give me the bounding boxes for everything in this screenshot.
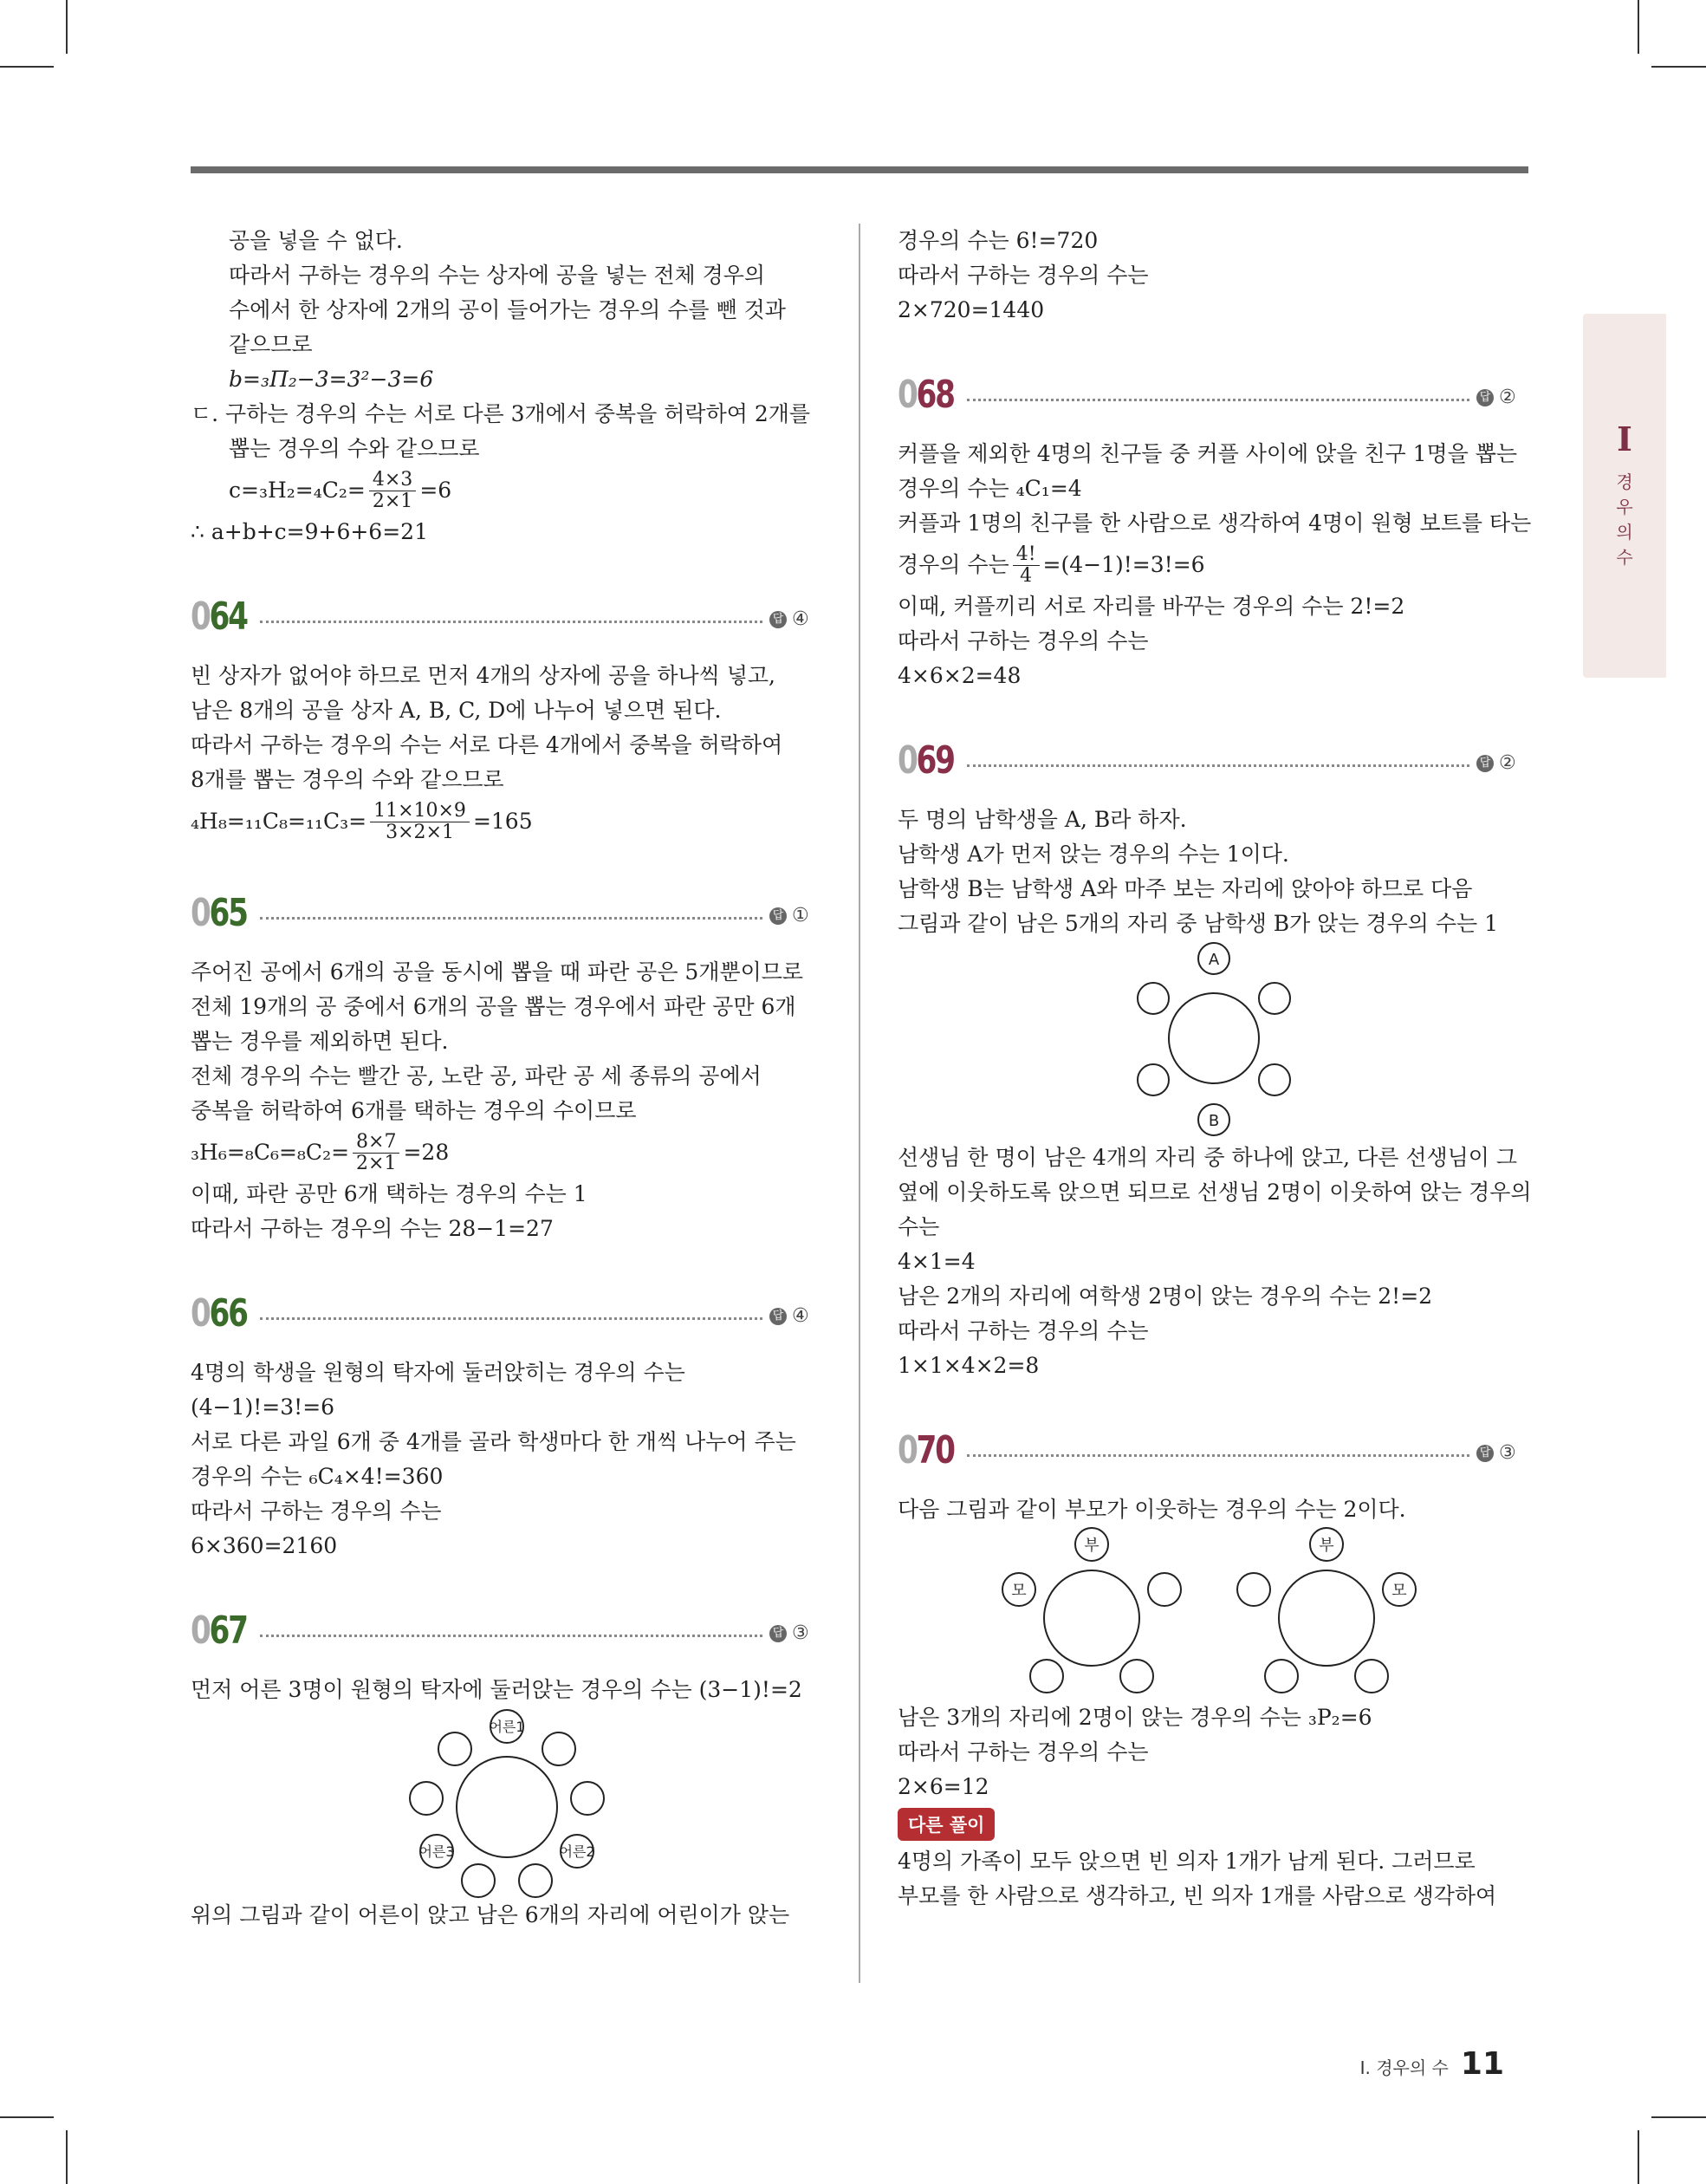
crop-mark (1638, 0, 1639, 54)
crop-mark (1651, 66, 1706, 68)
answer-mark (1476, 387, 1516, 408)
right-column (898, 224, 1530, 1914)
answer-mark (1476, 752, 1516, 774)
fraction-denominator: 2×1 (372, 490, 413, 512)
answer-icon: 답 (769, 1308, 787, 1325)
fraction-numerator: 4×3 (369, 470, 416, 491)
text-line: 그림과 같이 남은 5개의 자리 중 남학생 B가 앉는 경우의 수는 1 (898, 911, 1499, 936)
text-line: 따라서 구하는 경우의 수는 서로 다른 4개에서 중복을 허락하여 (191, 732, 783, 757)
text-line: 4명의 학생을 원형의 탁자에 둘러앉히는 경우의 수는 (191, 1360, 685, 1385)
seat (1259, 1064, 1290, 1095)
text-line: 주어진 공에서 6개의 공을 동시에 뽑을 때 파란 공은 5개뿐이므로 (191, 959, 804, 985)
text-line: 전체 경우의 수는 빨간 공, 노란 공, 파란 공 세 종류의 공에서 (191, 1063, 762, 1089)
alt-solution-row (898, 1804, 1530, 1844)
answer-mark (769, 1305, 809, 1327)
chapter-title-char: 수 (1616, 547, 1633, 568)
round-table (457, 1757, 557, 1857)
seat-label: A (1208, 951, 1220, 969)
crop-mark (0, 66, 54, 68)
dotted-leader (260, 1635, 762, 1637)
text-line: 2×6=12 (898, 1774, 989, 1799)
dotted-leader (967, 1454, 1469, 1457)
text-line: 남은 3개의 자리에 2명이 앉는 경우의 수는 ₃P₂=6 (898, 1705, 1372, 1730)
fraction-denominator: 2×1 (356, 1152, 397, 1174)
question-number-digits: 68 (916, 373, 954, 417)
answer-icon: 답 (1476, 389, 1494, 406)
final-result: ∴ a+b+c=9+6+6=21 (191, 519, 428, 544)
text-line: 남학생 B는 남학생 A와 마주 보는 자리에 앉아야 하므로 다음 (898, 876, 1473, 901)
seat-label: 어른3 (418, 1843, 455, 1860)
seat (1148, 1573, 1181, 1606)
text-line: 선생님 한 명이 남은 4개의 자리 중 하나에 앉고, 다른 선생님이 그 (898, 1145, 1518, 1170)
seat (1265, 1660, 1298, 1693)
seat-label: 모 (1391, 1582, 1407, 1600)
chapter-title-char: 의 (1616, 522, 1633, 543)
answer-mark (1476, 1442, 1516, 1464)
equation-c (191, 466, 823, 515)
text-line: 1×1×4×2=8 (898, 1353, 1040, 1378)
question-number: 070 (898, 1428, 954, 1472)
fraction-numerator: 8×7 (353, 1132, 399, 1154)
text-line: 6×360=2160 (191, 1533, 338, 1558)
question-header-067 (191, 1603, 823, 1664)
seat-label: B (1208, 1112, 1220, 1130)
answer-mark (769, 905, 809, 926)
answer-value: ④ (792, 1305, 809, 1327)
seating-diagram-070 (898, 1527, 1530, 1700)
seat-label: 모 (1011, 1582, 1027, 1600)
seat (1259, 983, 1290, 1014)
crop-mark (0, 2116, 54, 2118)
seat-label: 부 (1319, 1537, 1334, 1555)
text-line: 커플과 1명의 친구를 한 사람으로 생각하여 4명이 원형 보트를 타는 (898, 510, 1532, 536)
eq-lhs: ₃H₆=₈C₆=₈C₂= (191, 1140, 350, 1165)
seat-label: 부 (1084, 1537, 1099, 1555)
question-number: 066 (191, 1291, 247, 1336)
dotted-leader (260, 917, 762, 920)
text-line: 2×720=1440 (898, 297, 1045, 322)
equation (898, 541, 1530, 589)
answer-icon: 답 (769, 907, 787, 925)
seating-diagram-067 (191, 1707, 823, 1898)
eq-lhs: ₄H₈=₁₁C₈=₁₁C₃= (191, 809, 367, 834)
text-line: 따라서 구하는 경우의 수는 상자에 공을 넣는 전체 경우의 (229, 263, 766, 288)
text-line: 이때, 파란 공만 6개 택하는 경우의 수는 1 (191, 1181, 587, 1206)
equation-b: b=₃Π₂−3=3²−3=6 (229, 367, 434, 392)
question-header-069 (898, 733, 1530, 794)
round-table (1279, 1570, 1374, 1666)
question-header-064 (191, 589, 823, 650)
text-line: 빈 상자가 없어야 하므로 먼저 4개의 상자에 공을 하나씩 넣고, (191, 663, 775, 688)
text-line: 두 명의 남학생을 A, B라 하자. (898, 807, 1187, 832)
text-line: 커플을 제외한 4명의 친구들 중 커플 사이에 앉을 친구 1명을 뽑는 (898, 441, 1518, 466)
round-table (1044, 1570, 1139, 1666)
question-header-068 (898, 367, 1530, 428)
text-line: 같으므로 (229, 332, 313, 357)
text-line: 부모를 한 사람으로 생각하고, 빈 의자 1개를 사람으로 생각하여 (898, 1883, 1497, 1908)
eq-lhs: c=₃H₂=₄C₂= (229, 478, 366, 503)
chapter-numeral: I (1617, 419, 1632, 458)
seat (1355, 1660, 1388, 1693)
eq-rhs: =28 (403, 1140, 450, 1165)
footer-section: Ⅰ. 경우의 수 (1359, 2057, 1449, 2078)
crop-mark (1651, 2116, 1706, 2118)
text-line: 4×6×2=48 (898, 663, 1022, 688)
equation (191, 1128, 823, 1177)
seat-label: 어른1 (489, 1719, 525, 1735)
seat (542, 1732, 575, 1765)
fraction (353, 1132, 399, 1174)
dotted-leader (260, 621, 762, 623)
crop-mark (1638, 2130, 1639, 2184)
header-rule (191, 166, 1528, 173)
text-line: 옆에 이웃하도록 앉으면 되므로 선생님 2명이 이웃하여 앉는 경우의 (898, 1180, 1532, 1205)
text-line: 위의 그림과 같이 어른이 앉고 남은 6개의 자리에 어린이가 앉는 (191, 1902, 790, 1927)
chapter-title (1583, 470, 1666, 570)
crop-mark (66, 0, 68, 54)
chapter-title-vertical (1583, 470, 1666, 570)
text-line: 4×1=4 (898, 1249, 976, 1274)
page-footer (1360, 2046, 1504, 2082)
text-line: 경우의 수는 ₆C₄×4!=360 (191, 1464, 444, 1489)
question-number: 069 (898, 738, 954, 783)
text-line: 4명의 가족이 모두 앉으면 빈 의자 1개가 남게 된다. 그러므로 (898, 1849, 1476, 1874)
text-line: 따라서 구하는 경우의 수는 (191, 1498, 442, 1524)
question-number: 064 (191, 595, 247, 639)
question-header-066 (191, 1286, 823, 1347)
round-table (1169, 993, 1259, 1083)
page-number: 11 (1460, 2046, 1504, 2082)
question-number: 068 (898, 373, 954, 417)
seat (519, 1864, 552, 1897)
answer-icon: 답 (1476, 755, 1494, 772)
answer-value: ③ (792, 1622, 809, 1644)
answer-value: ② (1499, 387, 1516, 408)
text-line: 따라서 구하는 경우의 수는 28−1=27 (191, 1216, 554, 1241)
seat (438, 1732, 471, 1765)
text-line: 따라서 구하는 경우의 수는 (898, 263, 1149, 288)
question-header-065 (191, 886, 823, 946)
text-line: 따라서 구하는 경우의 수는 (898, 1318, 1149, 1343)
text-line: 뽑는 경우를 제외하면 된다. (191, 1029, 449, 1054)
seat (571, 1782, 604, 1815)
text-line: 전체 19개의 공 중에서 6개의 공을 뽑는 경우에서 파란 공만 6개 (191, 994, 796, 1019)
answer-value: ③ (1499, 1442, 1516, 1464)
fraction (369, 470, 416, 512)
eq-rhs: =165 (472, 809, 533, 834)
chapter-title-char: 우 (1616, 497, 1633, 517)
text-line: 남은 8개의 공을 상자 A, B, C, D에 나누어 넣으면 된다. (191, 698, 722, 723)
text-line: ㄷ. 구하는 경우의 수는 서로 다른 3개에서 중복을 허락하여 2개를 (191, 401, 811, 426)
question-header-070 (898, 1423, 1530, 1484)
seating-diagram-069 (898, 941, 1530, 1141)
chapter-side-tab (1583, 314, 1666, 678)
crop-mark (66, 2130, 68, 2184)
text-line: 경우의 수는 ₄C₁=4 (898, 476, 1082, 501)
question-number: 065 (191, 891, 247, 935)
text-line: 따라서 구하는 경우의 수는 (898, 628, 1149, 653)
left-column (191, 224, 823, 1933)
fraction-denominator: 4 (1020, 564, 1033, 587)
question-number-digits: 69 (916, 738, 954, 783)
text-line: 8개를 뽑는 경우의 수와 같으므로 (191, 767, 504, 792)
answer-icon: 답 (1476, 1445, 1494, 1462)
text-line: 먼저 어른 3명이 원형의 탁자에 둘러앉는 경우의 수는 (3−1)!=2 (191, 1677, 802, 1702)
answer-icon: 답 (769, 1625, 787, 1642)
answer-value: ④ (792, 608, 809, 630)
question-number-digits: 66 (209, 1291, 247, 1336)
text-line: 중복을 허락하여 6개를 택하는 경우의 수이므로 (191, 1098, 637, 1123)
seat (1237, 1573, 1270, 1606)
text-line: 뽑는 경우의 수와 같으므로 (229, 436, 480, 461)
answer-value: ② (1499, 752, 1516, 774)
equation (191, 797, 823, 846)
question-number-digits: 65 (209, 891, 247, 935)
fraction-numerator: 11×10×9 (370, 801, 470, 822)
answer-mark (769, 608, 809, 630)
question-number-digits: 67 (209, 1609, 247, 1653)
text-line: 남은 2개의 자리에 여학생 2명이 앉는 경우의 수는 2!=2 (898, 1284, 1433, 1309)
question-number-digits: 64 (209, 595, 247, 639)
question-number: 067 (191, 1609, 247, 1653)
fraction-denominator: 3×2×1 (386, 821, 454, 843)
seat (1030, 1660, 1063, 1693)
seat-label: 어른2 (559, 1843, 595, 1860)
text-line: 따라서 구하는 경우의 수는 (898, 1739, 1149, 1765)
seat (1138, 983, 1169, 1014)
answer-value: ① (792, 905, 809, 926)
eq-lhs: 경우의 수는 (898, 552, 1009, 577)
seat (410, 1782, 443, 1815)
text-line: 이때, 커플끼리 서로 자리를 바꾸는 경우의 수는 2!=2 (898, 594, 1405, 619)
chapter-title-char: 경 (1616, 471, 1633, 492)
text-line: 남학생 A가 먼저 앉는 경우의 수는 1이다. (898, 842, 1289, 867)
fraction (370, 801, 470, 843)
answer-mark (769, 1622, 809, 1644)
dotted-leader (967, 399, 1469, 401)
dotted-leader (967, 764, 1469, 767)
text-line: (4−1)!=3!=6 (191, 1394, 335, 1420)
question-number-digits: 70 (916, 1428, 954, 1472)
text-line: 공을 넣을 수 없다. (229, 228, 403, 253)
text-line: 경우의 수는 6!=720 (898, 228, 1099, 253)
seat (1138, 1064, 1169, 1095)
fraction-numerator: 4! (1013, 544, 1040, 566)
text-line: 수는 (898, 1214, 940, 1239)
answer-icon: 답 (769, 611, 787, 628)
seat (462, 1864, 495, 1897)
dotted-leader (260, 1317, 762, 1320)
text-line: 수에서 한 상자에 2개의 공이 들어가는 경우의 수를 뺀 것과 (229, 297, 786, 322)
fraction (1013, 544, 1040, 587)
column-divider (859, 224, 860, 1983)
text-line: 서로 다른 과일 6개 중 4개를 골라 학생마다 한 개씩 나누어 주는 (191, 1429, 796, 1454)
seat (1120, 1660, 1153, 1693)
text-line: 다음 그림과 같이 부모가 이웃하는 경우의 수는 2이다. (898, 1497, 1406, 1522)
eq-rhs: =(4−1)!=3!=6 (1042, 552, 1205, 577)
eq-rhs: =6 (419, 478, 452, 503)
alt-solution-badge: 다른 풀이 (898, 1808, 995, 1841)
